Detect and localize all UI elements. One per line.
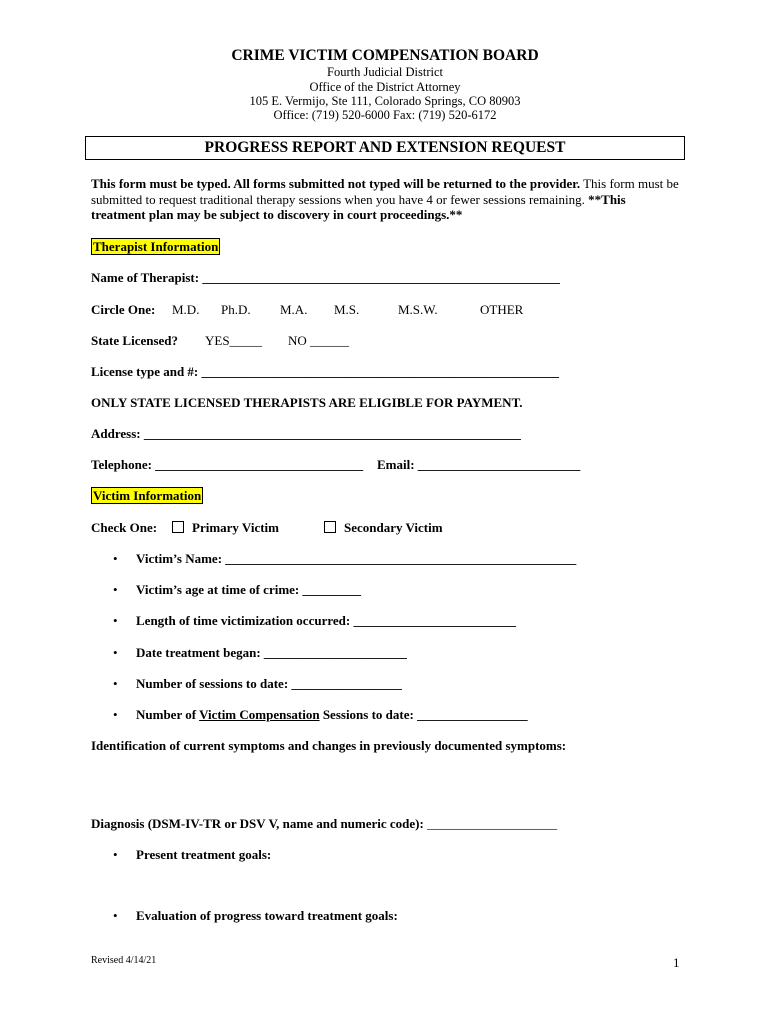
- secondary-victim-checkbox[interactable]: [324, 521, 336, 533]
- primary-victim-option[interactable]: Primary Victim: [172, 520, 279, 536]
- check-one-label: Check One:: [91, 520, 158, 535]
- victim-name-field[interactable]: Victim’s Name: ______________________________________________________: [136, 551, 577, 566]
- phone-fax-line: Office: (719) 520-6000 Fax: (719) 520-6172: [273, 108, 497, 122]
- victim-age-field[interactable]: Victim’s age at time of crime: _________: [136, 582, 362, 597]
- primary-victim-checkbox[interactable]: [172, 521, 184, 533]
- victim-compensation-text: Victim Compensation: [199, 707, 320, 722]
- circle-one-row: [91, 302, 155, 318]
- telephone-field[interactable]: Telephone: ________________________________: [91, 457, 364, 472]
- symptoms-label: Identification of current symptoms and changes in previously documented symptoms:: [91, 738, 567, 753]
- therapist-section-heading: Therapist Information: [93, 239, 219, 254]
- license-type-field[interactable]: License type and #: _______________________________________________________: [91, 364, 559, 379]
- address-field[interactable]: Address: __________________________________________________________: [91, 426, 521, 441]
- degree-ms[interactable]: M.S.: [334, 302, 360, 317]
- circle-one-label: Circle One:: [91, 302, 156, 317]
- victimization-length-field[interactable]: Length of time victimization occurred: _________________________: [136, 613, 516, 628]
- address-line: 105 E. Vermijo, Ste 111, Colorado Springs, CO 80903: [249, 94, 521, 108]
- licensed-no-field[interactable]: NO ______: [288, 333, 350, 348]
- diagnosis-field[interactable]: ____________________: [423, 816, 558, 831]
- email-field[interactable]: Email: _________________________: [377, 457, 581, 472]
- bullet-icon: •: [113, 908, 118, 923]
- organization-name: CRIME VICTIM COMPENSATION BOARD: [231, 47, 539, 64]
- intro-paragraph: [91, 176, 681, 223]
- intro-discovery-warning: **This treatment plan may be subject to discovery in court proceedings.**: [91, 191, 626, 222]
- form-title: PROGRESS REPORT AND EXTENSION REQUEST: [85, 136, 685, 160]
- present-goals-label: Present treatment goals:: [136, 847, 272, 862]
- bullet-icon: •: [113, 707, 118, 722]
- bullet-icon: •: [113, 613, 118, 628]
- intro-typed-warning: This form must be typed. All forms submitted not typed will be returned to the provider.: [91, 176, 581, 191]
- diagnosis-label: Diagnosis (DSM-IV-TR or DSV V, name and numeric code):: [91, 816, 424, 831]
- degree-other[interactable]: OTHER: [480, 302, 524, 317]
- evaluation-label: Evaluation of progress toward treatment goals:: [136, 908, 398, 923]
- sessions-to-date-field[interactable]: Number of sessions to date: _________________: [136, 676, 402, 691]
- bullet-icon: •: [113, 676, 118, 691]
- intro-instructions: This form must be submitted to request traditional therapy sessions when you have 4 or fewer sessions remaining.: [91, 176, 679, 207]
- degree-phd[interactable]: Ph.D.: [221, 302, 251, 317]
- revision-date: Revised 4/14/21: [91, 955, 157, 966]
- vc-sessions-field[interactable]: Number of Victim Compensation Sessions to date: _________________: [136, 707, 528, 722]
- licensed-yes-field[interactable]: YES_____: [205, 333, 263, 348]
- secondary-victim-option[interactable]: Secondary Victim: [324, 520, 443, 536]
- office-line: Office of the District Attorney: [309, 80, 461, 94]
- victim-section-heading: Victim Information: [93, 488, 202, 503]
- state-licensed-label: State Licensed?: [91, 333, 179, 348]
- degree-ma[interactable]: M.A.: [280, 302, 308, 317]
- degree-md[interactable]: M.D.: [172, 302, 200, 317]
- treatment-start-field[interactable]: Date treatment began: ______________________: [136, 645, 407, 660]
- page-number: 1: [673, 955, 680, 970]
- bullet-icon: •: [113, 645, 118, 660]
- eligibility-notice: ONLY STATE LICENSED THERAPISTS ARE ELIGIBLE FOR PAYMENT.: [91, 395, 523, 410]
- bullet-icon: •: [113, 847, 118, 862]
- therapist-name-field[interactable]: Name of Therapist: _______________________________________________________: [91, 270, 560, 285]
- bullet-icon: •: [113, 582, 118, 597]
- degree-msw[interactable]: M.S.W.: [398, 302, 438, 317]
- diagnosis-row[interactable]: [91, 816, 557, 832]
- bullet-icon: •: [113, 551, 118, 566]
- district-line: Fourth Judicial District: [327, 65, 443, 79]
